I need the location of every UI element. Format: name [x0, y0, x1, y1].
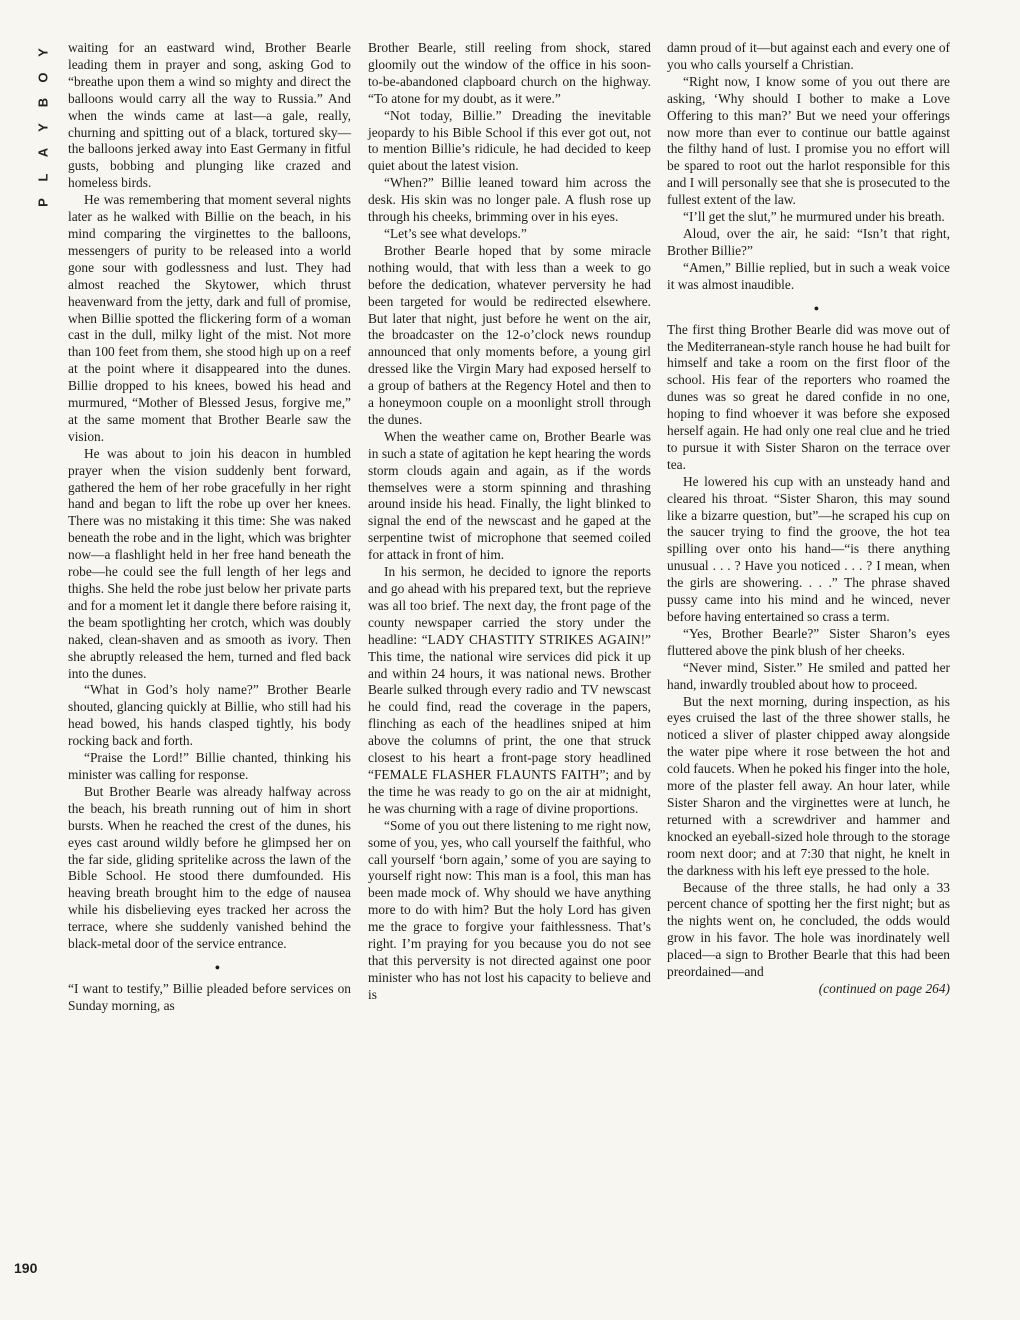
paragraph: (continued on page 264) — [818, 980, 950, 996]
paragraph: When the weather came on, Brother Bearle was in such a state of agitation he kept hearing the words storm clouds again and again, as if the words themselves were a storm spinning and thrashing around inside his head. Finally, the light blinked to signal the end of the newscast and he gaped at the serpentine twist of microphone that seemed coiled for attack in front of him. — [368, 428, 651, 563]
masthead-letter: O — [35, 72, 51, 83]
section-break: ● — [813, 302, 820, 313]
paragraph: “Yes, Brother Bearle?” Sister Sharon’s eyes fluttered above the pink blush of her cheeks. — [667, 625, 950, 658]
masthead-letter: Y — [35, 48, 51, 57]
paragraph: “Never mind, Sister.” He smiled and patted her hand, inwardly troubled about how to proceed. — [667, 659, 950, 692]
paragraph: “When?” Billie leaned toward him across the desk. His skin was no longer pale. A flush rose up through his cheeks, brimming over in his eyes. — [368, 175, 651, 225]
paragraph: Brother Bearle hoped that by some miracle nothing would, that with less than a week to go before the dedication, whatever perversity he had been targeted for would be redirected elsewhere. But later that night, just before he went on the air, the broadcaster on the 12-o’clock news roundup announced that only moments before, a young girl dressed like the Virgin Mary had exposed herself to a group of bathers at the Regency Hotel and then to a honeymoon couple on a moonlight stroll through the dunes. — [368, 242, 651, 427]
masthead-letter: Y — [35, 123, 51, 132]
paragraph: “Right now, I know some of you out there are asking, ‘Why should I bother to make a Love Offering to this man?’ But we need your offerings now more than ever to continue our battle against the filthy hand of lust. I promise you no effort will be spared to root out the harlot responsible for this and I will personally see that she is prosecuted to the fullest extent of the law. — [667, 73, 950, 208]
masthead-letter: B — [35, 97, 51, 108]
paragraph: “Some of you out there listening to me right now, some of you, yes, who call yourself the faithful, who call yourself ‘born again,’ some of you are saying to yourself right now: This man is a fool, this man has been made mock of. Why should we have anything more to do with him? But the holy Lord has given me the grace to forgive your faithlessness. That’s right. I’m praying for you because you do not see that this perversity is not directed against one poor minister who has not lost his capacity to believe and is — [368, 817, 651, 1002]
paragraph: He was about to join his deacon in humbled prayer when the vision suddenly bent forward, gathered the hem of her robe gracefully in her right hand and began to lift the robe up over her knees. There was no mistaking it this time: She was naked beneath the robe and in the light, which was brighter now—a flashlight held in her free hand beneath the robe—he could see the full length of her legs and thighs. She held the robe just below her private parts and for a moment let it dangle there before raising it, the beam spotlighting her crotch, which was doubly naked, clean-shaven and as smooth as ivory. Then she abruptly released the hem, turned and fled back into the dunes. — [68, 445, 351, 681]
paragraph: “Let’s see what develops.” — [384, 225, 527, 241]
paragraph: “Amen,” Billie replied, but in such a weak voice it was almost inaudible. — [667, 259, 950, 292]
masthead-letter: L — [35, 173, 51, 182]
paragraph: He was remembering that moment several nights later as he walked with Billie on the beach, in his mind comparing the virginettes to the balloons, messengers of purity to be released into a world gone sour with godlessness and lust. They had almost reached the Skytower, which thrust heavenward from the jetty, dark and full of promise, when Billie spotted the flickering form of a woman cast in the dull, milky light of the mist. Not more than 100 feet from them, she stood high up on a reef at the point where it disappeared into the dunes. Billie dropped to his knees, bowed his head and murmured, “Mother of Blessed Jesus, forgive me,” at the same moment that Brother Bearle saw the vision. — [68, 192, 351, 444]
paragraph: But the next morning, during inspection, as his eyes cruised the last of the three shower stalls, he noticed a sliver of plaster chipped away alongside the water pipe where it rose between the hot and cold faucets. When he poked his finger into the hole, more of the plaster fell away. An hour later, while Sister Sharon and the virginettes were at lunch, he returned with a screwdriver and hammer and knocked an eyeball-sized hole through to the storage room next door; and at 7:30 that night, he knelt in the darkness with his left eye pressed to the hole. — [667, 693, 950, 878]
paragraph: But Brother Bearle was already halfway across the beach, his breath running out of him in short bursts. When he reached the crest of the dunes, his eyes cast around wildly before he glimpsed her on the far side, gliding spritelike across the lawn of the Bible School. He stood there dumfounded. His heaving breath brought him to the edge of nausea while his disbelieving eyes tracked her across the terrace, where she suddenly vanished behind the black-metal door of the service entrance. — [68, 783, 351, 952]
paragraph: damn proud of it—but against each and every one of you who calls yourself a Christian. — [667, 40, 950, 72]
paragraph: The first thing Brother Bearle did was move out of the Mediterranean-style ranch house he had built for himself and take a room on the first floor of the school. His fear of the reporters who roamed the dunes was so great he dared confide in no one, hoping to find whoever it was before she exposed herself again. He had only one real clue and he tried to pursue it with Sister Sharon on the terrace over tea. — [667, 321, 950, 472]
paragraph: He lowered his cup with an unsteady hand and cleared his throat. “Sister Sharon, this may sound like a bizarre question, but”—he scraped his cup on the saucer trying to find the groove, the hot tea spilling over onto his hand—“is there anything unusual . . . ? Have you noticed . . . ? I mean, when the girls are showering. . . .” The phrase shaved pussy came into his mind and he winced, never before having entertained so crass a term. — [667, 473, 950, 624]
section-break: ● — [214, 961, 221, 972]
paragraph: Aloud, over the air, he said: “Isn’t that right, Brother Billie?” — [667, 225, 950, 258]
text-column-3 — [667, 40, 950, 998]
paragraph: “Praise the Lord!” Billie chanted, thinking his minister was calling for response. — [68, 750, 351, 782]
masthead-letter: P — [35, 198, 51, 207]
paragraph: “Not today, Billie.” Dreading the inevitable jeopardy to his Bible School if this ever got out, not to mention Billie’s ridicule, he had decided to keep quiet about the latest vision. — [368, 107, 651, 174]
paragraph: waiting for an eastward wind, Brother Bearle leading them in prayer and song, asking God to “breathe upon them a wind so mighty and direct the balloons would carry all the way to Russia.” And when the winds came at last—a gale, really, churning and spitting out of a black, tortured sky—the balloons jerked away into East Germany in fitful gusts, bobbing and plunging like crazed and homeless birds. — [68, 40, 351, 191]
masthead — [30, 40, 56, 215]
paragraph: In his sermon, he decided to ignore the reports and go ahead with his prepared text, but the reprieve was all too brief. The next day, the front page of the county newspaper carried the story under the headline: “LADY CHASTITY STRIKES AGAIN!” This time, the national wire services did pick it up and within 24 hours, it was national news. Brother Bearle sulked through every radio and TV newscast he could find, read the coverage in the papers, flinching as each of the headlines sniped at him above the columns of print, the one that struck closest to his heart a front-page story headlined “FEMALE FLASHER FLAUNTS FAITH”; and by the time he was ready to go on the air at midnight, he was churning with a rage of divine proportions. — [368, 564, 651, 816]
text-column-1 — [68, 40, 351, 1015]
paragraph: “What in God’s holy name?” Brother Bearle shouted, glancing quickly at Billie, who still had his head bowed, his hands clasped tightly, his body rocking back and forth. — [68, 682, 351, 749]
paragraph: Because of the three stalls, he had only a 33 percent chance of spotting her the first night; but as the nights went on, he concluded, the odds would grow in his favor. The hole was inordinately well placed—a sign to Brother Bearle that this had been preordained—and — [667, 879, 950, 980]
paragraph: “I’ll get the slut,” he murmured under his breath. — [683, 209, 945, 225]
paragraph: “I want to testify,” Billie pleaded before services on Sunday morning, as — [68, 980, 351, 1013]
paragraph: Brother Bearle, still reeling from shock, stared gloomily out the window of the office in his soon-to-be-abandoned clapboard church on the highway. “To atone for my doubt, as it were.” — [368, 40, 651, 106]
masthead-letter: A — [35, 147, 51, 158]
page-number: 190 — [14, 1260, 38, 1276]
text-column-2 — [368, 40, 651, 1004]
